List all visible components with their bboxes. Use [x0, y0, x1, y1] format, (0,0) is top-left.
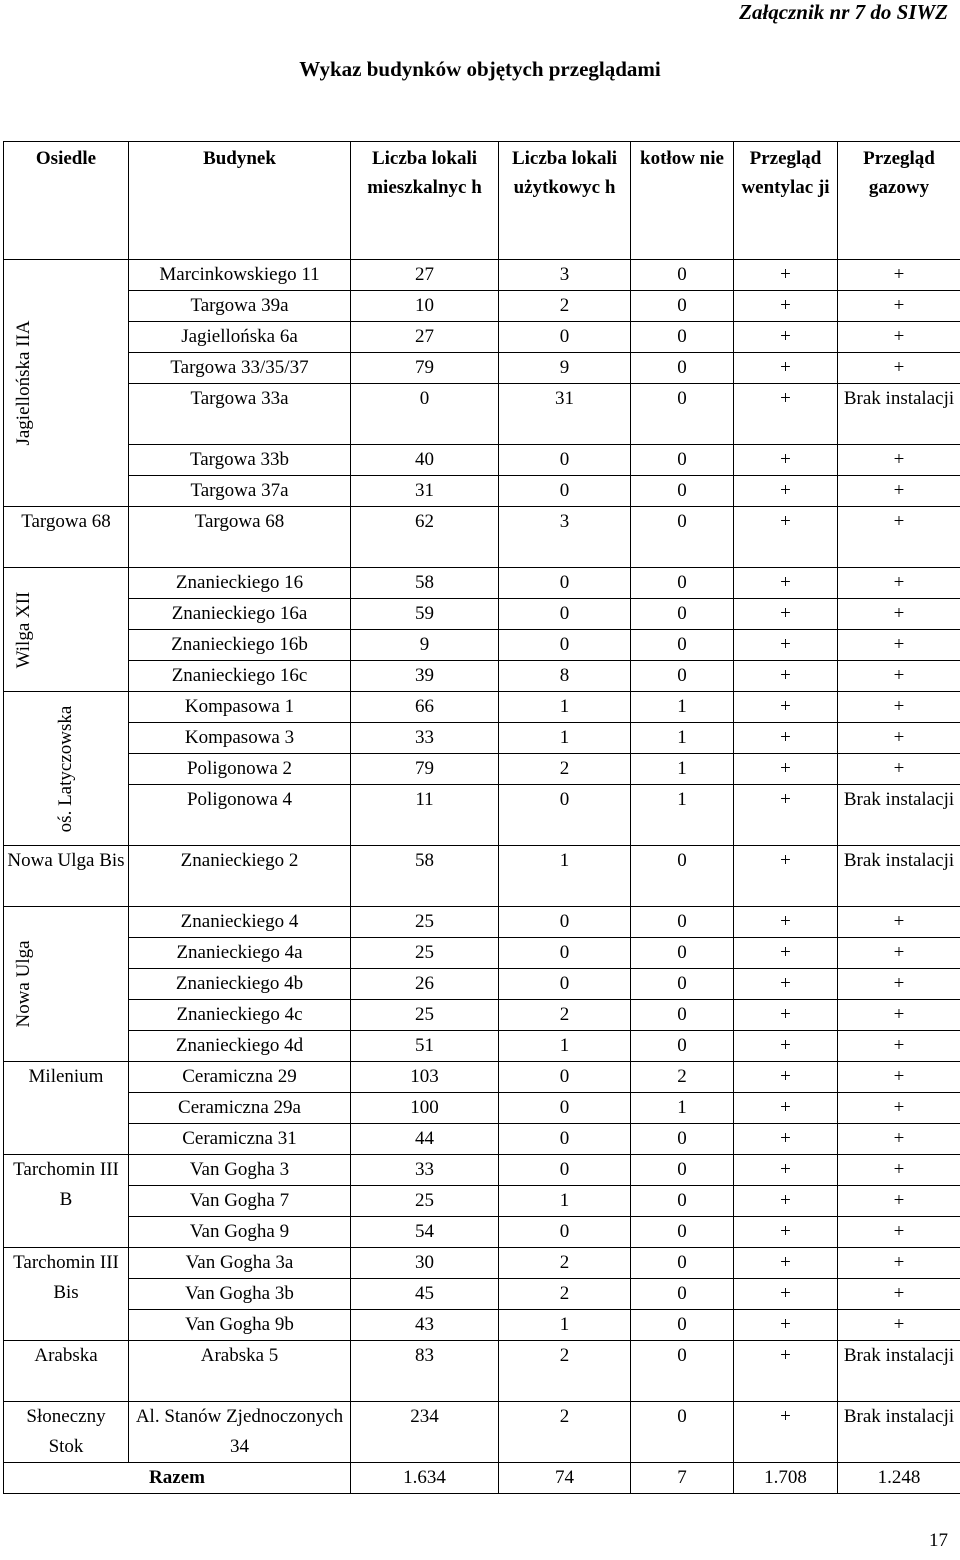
residential-cell: 44 — [351, 1124, 499, 1155]
table-row — [4, 1124, 960, 1155]
table-row — [4, 568, 960, 599]
header-gas: Przegląd gazowy — [838, 142, 960, 260]
ventilation-cell: + — [734, 1186, 838, 1217]
table-row — [4, 754, 960, 785]
boilers-cell: 1 — [631, 785, 734, 846]
estate-label: oś. Latyczowska — [55, 705, 76, 832]
boilers-cell: 0 — [631, 661, 734, 692]
residential-cell: 51 — [351, 1031, 499, 1062]
residential-cell: 10 — [351, 291, 499, 322]
building-cell: Ceramiczna 31 — [129, 1124, 351, 1155]
ventilation-cell: + — [734, 322, 838, 353]
ventilation-cell: + — [734, 1093, 838, 1124]
ventilation-cell: + — [734, 445, 838, 476]
residential-cell: 25 — [351, 907, 499, 938]
boilers-cell: 0 — [631, 599, 734, 630]
ventilation-cell: + — [734, 1031, 838, 1062]
table-row — [4, 476, 960, 507]
table-row — [4, 507, 960, 568]
total-boilers: 7 — [631, 1463, 734, 1494]
gas-cell: + — [838, 692, 960, 723]
residential-cell: 62 — [351, 507, 499, 568]
table-row — [4, 1186, 960, 1217]
ventilation-cell: + — [734, 1000, 838, 1031]
usable-cell: 2 — [499, 1402, 631, 1463]
residential-cell: 234 — [351, 1402, 499, 1463]
building-cell: Arabska 5 — [129, 1341, 351, 1402]
boilers-cell: 0 — [631, 445, 734, 476]
gas-cell: + — [838, 1217, 960, 1248]
boilers-cell: 0 — [631, 568, 734, 599]
residential-cell: 58 — [351, 846, 499, 907]
table-row — [4, 969, 960, 1000]
building-cell: Znanieckiego 16a — [129, 599, 351, 630]
header-ventilation: Przegląd wentylac ji — [734, 142, 838, 260]
gas-cell: + — [838, 322, 960, 353]
boilers-cell: 0 — [631, 1000, 734, 1031]
boilers-cell: 1 — [631, 754, 734, 785]
ventilation-cell: + — [734, 1248, 838, 1279]
usable-cell: 0 — [499, 1093, 631, 1124]
table-row — [4, 384, 960, 445]
residential-cell: 27 — [351, 322, 499, 353]
residential-cell: 40 — [351, 445, 499, 476]
estate-cell: Milenium — [4, 1062, 129, 1155]
boilers-cell: 2 — [631, 1062, 734, 1093]
boilers-cell: 0 — [631, 260, 734, 291]
ventilation-cell: + — [734, 969, 838, 1000]
gas-cell: Brak instalacji — [838, 384, 960, 445]
ventilation-cell: + — [734, 353, 838, 384]
residential-cell: 54 — [351, 1217, 499, 1248]
boilers-cell: 1 — [631, 692, 734, 723]
table-row — [4, 692, 960, 723]
usable-cell: 0 — [499, 599, 631, 630]
ventilation-cell: + — [734, 476, 838, 507]
boilers-cell: 0 — [631, 1031, 734, 1062]
table-row — [4, 599, 960, 630]
gas-cell: Brak instalacji — [838, 846, 960, 907]
estate-cell — [4, 260, 129, 507]
table-header-row — [4, 142, 960, 260]
table-row — [4, 1031, 960, 1062]
boilers-cell: 0 — [631, 1279, 734, 1310]
ventilation-cell: + — [734, 1155, 838, 1186]
usable-cell: 0 — [499, 1217, 631, 1248]
usable-cell: 2 — [499, 291, 631, 322]
gas-cell: + — [838, 476, 960, 507]
table-row — [4, 630, 960, 661]
building-cell: Targowa 37a — [129, 476, 351, 507]
gas-cell: + — [838, 568, 960, 599]
usable-cell: 9 — [499, 353, 631, 384]
building-cell: Van Gogha 3b — [129, 1279, 351, 1310]
total-residential: 1.634 — [351, 1463, 499, 1494]
boilers-cell: 0 — [631, 1310, 734, 1341]
residential-cell: 31 — [351, 476, 499, 507]
boilers-cell: 0 — [631, 1248, 734, 1279]
header-building: Budynek — [129, 142, 351, 260]
ventilation-cell: + — [734, 846, 838, 907]
building-cell: Targowa 68 — [129, 507, 351, 568]
building-cell: Targowa 39a — [129, 291, 351, 322]
total-row — [4, 1463, 960, 1494]
residential-cell: 39 — [351, 661, 499, 692]
usable-cell: 1 — [499, 723, 631, 754]
table-row — [4, 1093, 960, 1124]
building-cell: Poligonowa 2 — [129, 754, 351, 785]
table-row — [4, 353, 960, 384]
gas-cell: + — [838, 1310, 960, 1341]
table-row — [4, 907, 960, 938]
ventilation-cell: + — [734, 1341, 838, 1402]
building-cell: Znanieckiego 16b — [129, 630, 351, 661]
table-row — [4, 1248, 960, 1279]
header-usable: Liczba lokali użytkowyc h — [499, 142, 631, 260]
gas-cell: + — [838, 599, 960, 630]
gas-cell: + — [838, 1248, 960, 1279]
boilers-cell: 0 — [631, 907, 734, 938]
ventilation-cell: + — [734, 630, 838, 661]
table-row — [4, 846, 960, 907]
usable-cell: 1 — [499, 1031, 631, 1062]
usable-cell: 31 — [499, 384, 631, 445]
document-title: Wykaz budynków objętych przeglądami — [299, 57, 661, 81]
residential-cell: 25 — [351, 1186, 499, 1217]
building-cell: Poligonowa 4 — [129, 785, 351, 846]
boilers-cell: 1 — [631, 1093, 734, 1124]
residential-cell: 30 — [351, 1248, 499, 1279]
table-row — [4, 322, 960, 353]
gas-cell: Brak instalacji — [838, 1341, 960, 1402]
ventilation-cell: + — [734, 291, 838, 322]
residential-cell: 66 — [351, 692, 499, 723]
building-cell: Targowa 33b — [129, 445, 351, 476]
residential-cell: 11 — [351, 785, 499, 846]
residential-cell: 9 — [351, 630, 499, 661]
boilers-cell: 0 — [631, 969, 734, 1000]
gas-cell: + — [838, 1279, 960, 1310]
usable-cell: 0 — [499, 785, 631, 846]
residential-cell: 0 — [351, 384, 499, 445]
gas-cell: + — [838, 723, 960, 754]
residential-cell: 79 — [351, 353, 499, 384]
table-row — [4, 260, 960, 291]
usable-cell: 0 — [499, 907, 631, 938]
gas-cell: + — [838, 969, 960, 1000]
building-cell: Znanieckiego 16 — [129, 568, 351, 599]
gas-cell: + — [838, 1124, 960, 1155]
building-cell: Znanieckiego 2 — [129, 846, 351, 907]
estate-label: Jagiellońska IIA — [13, 320, 34, 446]
usable-cell: 0 — [499, 1124, 631, 1155]
residential-cell: 27 — [351, 260, 499, 291]
boilers-cell: 0 — [631, 1155, 734, 1186]
usable-cell: 1 — [499, 1310, 631, 1341]
estate-cell — [4, 907, 129, 1062]
boilers-cell: 0 — [631, 476, 734, 507]
building-cell: Targowa 33a — [129, 384, 351, 445]
building-cell: Van Gogha 9 — [129, 1217, 351, 1248]
boilers-cell: 0 — [631, 1124, 734, 1155]
usable-cell: 8 — [499, 661, 631, 692]
buildings-table — [3, 141, 960, 1494]
total-usable: 74 — [499, 1463, 631, 1494]
ventilation-cell: + — [734, 661, 838, 692]
table-row — [4, 1000, 960, 1031]
gas-cell: + — [838, 1000, 960, 1031]
usable-cell: 0 — [499, 1062, 631, 1093]
building-cell: Van Gogha 9b — [129, 1310, 351, 1341]
total-ventilation: 1.708 — [734, 1463, 838, 1494]
boilers-cell: 1 — [631, 723, 734, 754]
estate-label: Nowa Ulga — [13, 940, 34, 1028]
ventilation-cell: + — [734, 907, 838, 938]
building-cell: Ceramiczna 29 — [129, 1062, 351, 1093]
table-row — [4, 291, 960, 322]
usable-cell: 0 — [499, 938, 631, 969]
building-cell: Van Gogha 3 — [129, 1155, 351, 1186]
usable-cell: 0 — [499, 630, 631, 661]
building-cell: Ceramiczna 29a — [129, 1093, 351, 1124]
ventilation-cell: + — [734, 785, 838, 846]
usable-cell: 3 — [499, 507, 631, 568]
estate-cell: Nowa Ulga Bis — [4, 846, 129, 907]
estate-cell — [4, 692, 129, 846]
residential-cell: 33 — [351, 1155, 499, 1186]
building-cell: Znanieckiego 4 — [129, 907, 351, 938]
ventilation-cell: + — [734, 260, 838, 291]
gas-cell: Brak instalacji — [838, 1402, 960, 1463]
residential-cell: 59 — [351, 599, 499, 630]
building-cell: Al. Stanów Zjednoczonych 34 — [129, 1402, 351, 1463]
boilers-cell: 0 — [631, 846, 734, 907]
header-residential: Liczba lokali mieszkalnyc h — [351, 142, 499, 260]
building-cell: Van Gogha 3a — [129, 1248, 351, 1279]
building-cell: Van Gogha 7 — [129, 1186, 351, 1217]
ventilation-cell: + — [734, 1124, 838, 1155]
residential-cell: 100 — [351, 1093, 499, 1124]
table-row — [4, 1341, 960, 1402]
residential-cell: 83 — [351, 1341, 499, 1402]
residential-cell: 103 — [351, 1062, 499, 1093]
table-row — [4, 785, 960, 846]
gas-cell: + — [838, 630, 960, 661]
building-cell: Znanieckiego 4a — [129, 938, 351, 969]
ventilation-cell: + — [734, 1402, 838, 1463]
usable-cell: 0 — [499, 476, 631, 507]
page-number: 17 — [929, 1530, 948, 1551]
estate-cell: Arabska — [4, 1341, 129, 1402]
ventilation-cell: + — [734, 1279, 838, 1310]
boilers-cell: 0 — [631, 1402, 734, 1463]
gas-cell: + — [838, 1155, 960, 1186]
boilers-cell: 0 — [631, 291, 734, 322]
gas-cell: + — [838, 260, 960, 291]
table-row — [4, 1062, 960, 1093]
building-cell: Kompasowa 1 — [129, 692, 351, 723]
estate-cell: Targowa 68 — [4, 507, 129, 568]
estate-cell: Tarchomin III B — [4, 1155, 129, 1248]
gas-cell: + — [838, 661, 960, 692]
table-row — [4, 938, 960, 969]
total-label: Razem — [4, 1463, 351, 1494]
building-cell: Jagiellońska 6a — [129, 322, 351, 353]
total-gas: 1.248 — [838, 1463, 960, 1494]
table-row — [4, 1310, 960, 1341]
boilers-cell: 0 — [631, 938, 734, 969]
ventilation-cell: + — [734, 568, 838, 599]
building-cell: Znanieckiego 4b — [129, 969, 351, 1000]
boilers-cell: 0 — [631, 353, 734, 384]
gas-cell: + — [838, 754, 960, 785]
ventilation-cell: + — [734, 384, 838, 445]
residential-cell: 26 — [351, 969, 499, 1000]
estate-cell — [4, 568, 129, 692]
gas-cell: + — [838, 1093, 960, 1124]
usable-cell: 0 — [499, 445, 631, 476]
residential-cell: 79 — [351, 754, 499, 785]
usable-cell: 1 — [499, 1186, 631, 1217]
table-row — [4, 1155, 960, 1186]
usable-cell: 2 — [499, 1279, 631, 1310]
ventilation-cell: + — [734, 599, 838, 630]
table-row — [4, 1279, 960, 1310]
usable-cell: 0 — [499, 568, 631, 599]
residential-cell: 43 — [351, 1310, 499, 1341]
gas-cell: + — [838, 907, 960, 938]
ventilation-cell: + — [734, 938, 838, 969]
residential-cell: 25 — [351, 1000, 499, 1031]
gas-cell: + — [838, 445, 960, 476]
ventilation-cell: + — [734, 1062, 838, 1093]
ventilation-cell: + — [734, 692, 838, 723]
usable-cell: 2 — [499, 1248, 631, 1279]
boilers-cell: 0 — [631, 322, 734, 353]
building-cell: Znanieckiego 4d — [129, 1031, 351, 1062]
ventilation-cell: + — [734, 754, 838, 785]
estate-cell: Tarchomin III Bis — [4, 1248, 129, 1341]
estate-cell: Słoneczny Stok — [4, 1402, 129, 1463]
boilers-cell: 0 — [631, 1186, 734, 1217]
header-boilers: kotłow nie — [631, 142, 734, 260]
building-cell: Kompasowa 3 — [129, 723, 351, 754]
table-row — [4, 723, 960, 754]
usable-cell: 1 — [499, 846, 631, 907]
usable-cell: 0 — [499, 322, 631, 353]
usable-cell: 0 — [499, 1155, 631, 1186]
boilers-cell: 0 — [631, 384, 734, 445]
header-estate: Osiedle — [4, 142, 129, 260]
table-row — [4, 661, 960, 692]
building-cell: Znanieckiego 4c — [129, 1000, 351, 1031]
gas-cell: + — [838, 1186, 960, 1217]
gas-cell: + — [838, 1062, 960, 1093]
ventilation-cell: + — [734, 1217, 838, 1248]
usable-cell: 3 — [499, 260, 631, 291]
gas-cell: + — [838, 353, 960, 384]
residential-cell: 45 — [351, 1279, 499, 1310]
ventilation-cell: + — [734, 1310, 838, 1341]
usable-cell: 2 — [499, 1000, 631, 1031]
gas-cell: Brak instalacji — [838, 785, 960, 846]
boilers-cell: 0 — [631, 630, 734, 661]
building-cell: Targowa 33/35/37 — [129, 353, 351, 384]
gas-cell: + — [838, 507, 960, 568]
ventilation-cell: + — [734, 507, 838, 568]
residential-cell: 58 — [351, 568, 499, 599]
table-row — [4, 445, 960, 476]
usable-cell: 1 — [499, 692, 631, 723]
boilers-cell: 0 — [631, 507, 734, 568]
table-row — [4, 1217, 960, 1248]
building-cell: Marcinkowskiego 11 — [129, 260, 351, 291]
estate-label: Wilga XII — [13, 591, 34, 668]
gas-cell: + — [838, 1031, 960, 1062]
usable-cell: 2 — [499, 754, 631, 785]
building-cell: Znanieckiego 16c — [129, 661, 351, 692]
residential-cell: 33 — [351, 723, 499, 754]
usable-cell: 0 — [499, 969, 631, 1000]
boilers-cell: 0 — [631, 1217, 734, 1248]
gas-cell: + — [838, 938, 960, 969]
boilers-cell: 0 — [631, 1341, 734, 1402]
residential-cell: 25 — [351, 938, 499, 969]
table-row — [4, 1402, 960, 1463]
gas-cell: + — [838, 291, 960, 322]
usable-cell: 2 — [499, 1341, 631, 1402]
ventilation-cell: + — [734, 723, 838, 754]
annex-label: Załącznik nr 7 do SIWZ — [739, 0, 948, 24]
